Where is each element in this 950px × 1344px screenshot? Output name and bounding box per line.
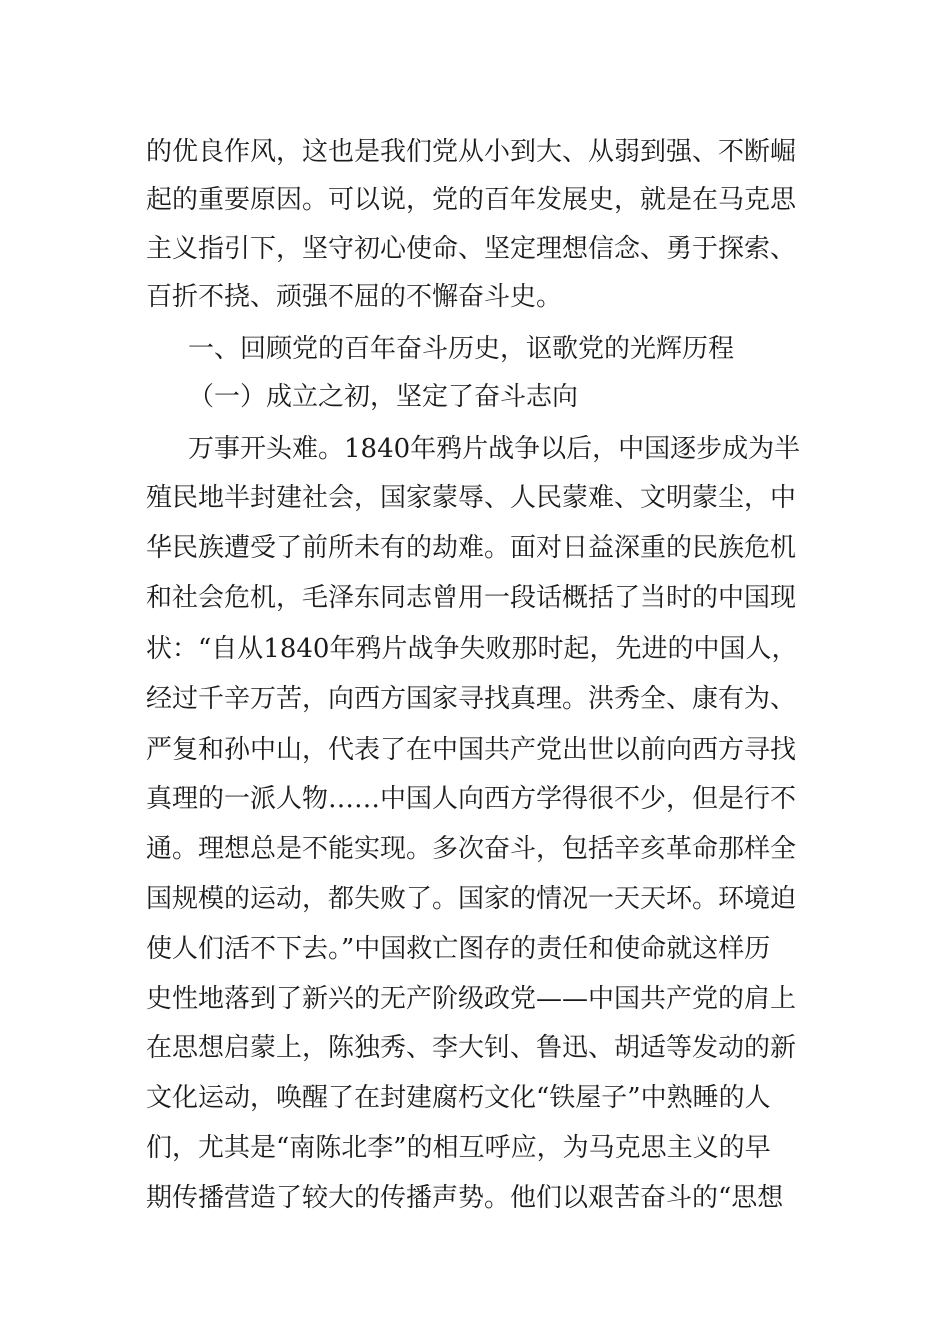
body-text-line: 百折不挠、顽强不屈的不懈奋斗史。: [146, 282, 563, 312]
body-text-line: 真理的一派人物……中国人向西方学得很不少，但是行不: [146, 784, 797, 814]
body-text-line: 的优良作风，这也是我们党从小到大、从弱到强、不断崛: [146, 137, 797, 167]
body-text-line: 主义指引下，坚守初心使命、坚定理想信念、勇于探索、: [146, 234, 797, 264]
body-text-line: 起的重要原因。可以说，党的百年发展史，就是在马克思: [146, 185, 797, 215]
body-text-line: 国规模的运动，都失败了。国家的情况一天天坏。环境迫: [146, 884, 797, 914]
body-text-line: 史性地落到了新兴的无产阶级政党——中国共产党的肩上: [146, 984, 797, 1014]
body-text-line: 和社会危机，毛泽东同志曾用一段话概括了当时的中国现: [146, 583, 797, 613]
body-text-line: 期传播营造了较大的传播声势。他们以艰苦奋斗的“思想: [146, 1183, 784, 1213]
body-text-line: 通。理想总是不能实现。多次奋斗，包括辛亥革命那样全: [146, 834, 797, 864]
body-text-line: 们，尤其是“南陈北李”的相互呼应，为马克思主义的早: [146, 1133, 771, 1163]
section-heading: 一、回顾党的百年奋斗历史，讴歌党的光辉历程: [188, 334, 735, 364]
subsection-heading: （一）成立之初，坚定了奋斗志向: [188, 382, 579, 412]
body-text-line: 经过千辛万苦，向西方国家寻找真理。洪秀全、康有为、: [146, 684, 797, 714]
body-text-line: 状：“自从1840年鸦片战争失败那时起，先进的中国人，: [146, 634, 798, 664]
body-text-line: 文化运动，唤醒了在封建腐朽文化“铁屋子”中熟睡的人: [146, 1083, 771, 1113]
body-text-line: 万事开头难。1840年鸦片战争以后，中国逐步成为半: [188, 434, 801, 464]
body-text-line: 严复和孙中山，代表了在中国共产党出世以前向西方寻找: [146, 735, 797, 765]
body-text-line: 使人们活不下去。”中国救亡图存的责任和使命就这样历: [146, 934, 771, 964]
body-text-line: 华民族遭受了前所未有的劫难。面对日益深重的民族危机: [146, 533, 797, 563]
body-text-line: 在思想启蒙上，陈独秀、李大钊、鲁迅、胡适等发动的新: [146, 1033, 797, 1063]
body-text-line: 殖民地半封建社会，国家蒙辱、人民蒙难、文明蒙尘，中: [146, 483, 797, 513]
